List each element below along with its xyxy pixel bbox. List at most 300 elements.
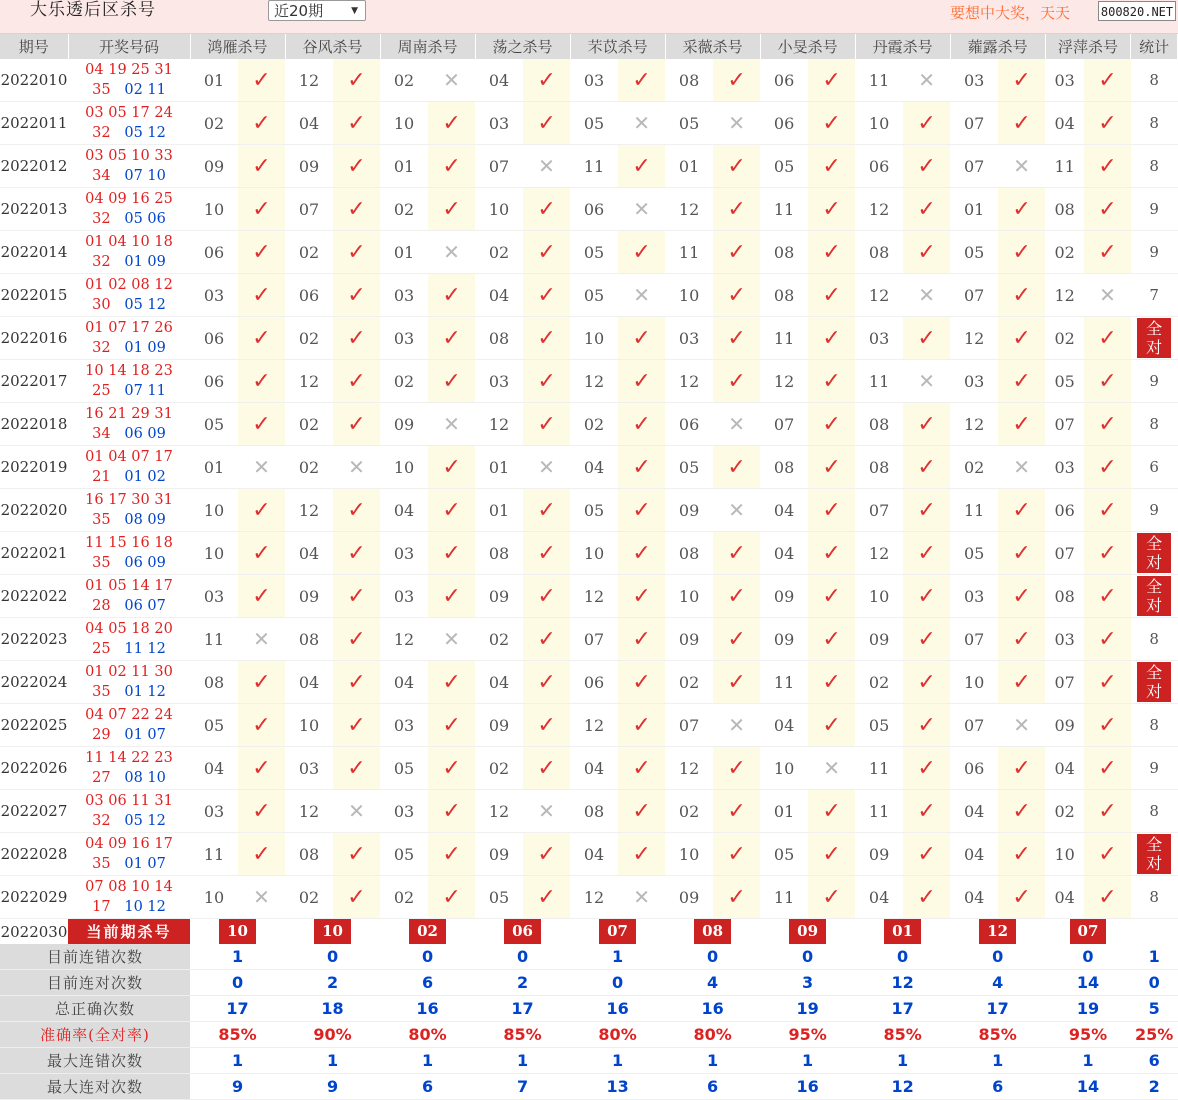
stats-value: 3	[760, 970, 855, 996]
all-correct-badge: 全 对	[1137, 533, 1171, 573]
kill-number-cell: 06	[570, 188, 618, 231]
kill-number-cell: 12	[855, 274, 903, 317]
check-icon: ✓	[1084, 145, 1131, 188]
cross-icon: ✕	[618, 102, 665, 145]
front-last-number: 34	[92, 426, 111, 442]
check-icon: ✓	[523, 231, 570, 274]
check-icon: ✓	[713, 231, 760, 274]
draw-numbers-cell	[68, 403, 190, 446]
table-row	[0, 145, 1178, 188]
check-icon: ✓	[808, 704, 855, 747]
stats-value: 16	[760, 1074, 855, 1100]
period-cell: 2022015	[0, 274, 68, 317]
draw-numbers-cell	[68, 317, 190, 360]
check-icon: ✓	[428, 188, 475, 231]
kill-number-cell: 08	[475, 317, 523, 360]
back-numbers: 05 06	[124, 211, 166, 227]
stats-value: 0	[285, 944, 380, 970]
kill-number-cell: 11	[760, 317, 808, 360]
prediction-cell	[475, 919, 570, 945]
prediction-badge: 12	[979, 919, 1016, 944]
back-numbers-line	[68, 768, 190, 788]
kill-number-cell: 02	[950, 446, 998, 489]
front-numbers: 01 02 11 30	[85, 664, 173, 680]
check-icon: ✓	[428, 833, 475, 876]
prediction-badge: 07	[599, 919, 636, 944]
front-last-number: 34	[92, 168, 111, 184]
check-icon: ✓	[1084, 59, 1131, 102]
kill-number-cell: 10	[475, 188, 523, 231]
kill-number-cell: 03	[950, 59, 998, 102]
count-cell: 9	[1131, 231, 1178, 274]
table-row	[0, 833, 1178, 876]
kill-number-cell: 09	[475, 833, 523, 876]
check-icon: ✓	[618, 661, 665, 704]
promo-slogan[interactable]: 要想中大奖，天天	[950, 4, 1071, 22]
kill-number-cell: 07	[950, 618, 998, 661]
table-header-row	[0, 34, 1178, 59]
kill-number-cell: 07	[855, 489, 903, 532]
check-icon: ✓	[808, 59, 855, 102]
front-last-number: 32	[92, 211, 111, 227]
column-header: 浮萍杀号	[1045, 34, 1131, 59]
kill-number-cell: 08	[285, 833, 333, 876]
column-header: 丹霞杀号	[855, 34, 950, 59]
check-icon: ✓	[808, 575, 855, 618]
stats-value: 14	[1045, 1074, 1131, 1100]
kill-number-cell: 05	[190, 403, 238, 446]
kill-number-cell: 04	[760, 489, 808, 532]
cross-icon: ✕	[808, 747, 855, 790]
kill-number-cell: 02	[285, 876, 333, 919]
check-icon: ✓	[1084, 618, 1131, 661]
prediction-badge: 10	[314, 919, 351, 944]
kill-number-cell: 03	[1045, 618, 1084, 661]
check-icon: ✓	[1084, 532, 1131, 575]
kill-number-cell: 02	[285, 403, 333, 446]
check-icon: ✓	[998, 747, 1045, 790]
kill-number-cell: 08	[665, 59, 713, 102]
check-icon: ✓	[1084, 188, 1131, 231]
kill-number-cell: 01	[190, 59, 238, 102]
kill-number-cell: 12	[1045, 274, 1084, 317]
draw-numbers-cell	[68, 188, 190, 231]
check-icon: ✓	[713, 145, 760, 188]
table-row	[0, 575, 1178, 618]
kill-number-cell: 11	[950, 489, 998, 532]
check-icon: ✓	[808, 403, 855, 446]
kill-number-cell: 08	[190, 661, 238, 704]
check-icon: ✓	[238, 575, 285, 618]
check-icon: ✓	[523, 532, 570, 575]
check-icon: ✓	[808, 274, 855, 317]
period-cell: 2022024	[0, 661, 68, 704]
back-numbers: 01 07	[124, 727, 166, 743]
kill-number-cell: 04	[380, 489, 428, 532]
check-icon: ✓	[523, 317, 570, 360]
front-numbers: 04 09 16 17	[85, 836, 173, 852]
check-icon: ✓	[903, 446, 950, 489]
stats-value: 2	[475, 970, 570, 996]
back-numbers: 05 12	[124, 297, 166, 313]
kill-number-cell: 02	[1045, 790, 1084, 833]
front-last-number: 17	[92, 899, 111, 915]
front-last-number: 29	[92, 727, 111, 743]
cross-icon: ✕	[618, 876, 665, 919]
stats-value: 80%	[665, 1022, 760, 1048]
front-numbers: 03 05 10 33	[85, 148, 173, 164]
check-icon: ✓	[808, 102, 855, 145]
stats-row	[0, 996, 1178, 1022]
kill-number-cell: 04	[475, 59, 523, 102]
check-icon: ✓	[713, 661, 760, 704]
cross-icon: ✕	[238, 876, 285, 919]
table-row	[0, 446, 1178, 489]
check-icon: ✓	[998, 661, 1045, 704]
kill-number-cell: 04	[285, 661, 333, 704]
stats-label: 最大连对次数	[0, 1074, 190, 1100]
stats-value: 6	[380, 1074, 475, 1100]
stats-value: 85%	[950, 1022, 1045, 1048]
stats-value: 1	[950, 1048, 1045, 1074]
check-icon: ✓	[713, 876, 760, 919]
check-icon: ✓	[333, 188, 380, 231]
kill-number-cell: 11	[1045, 145, 1084, 188]
check-icon: ✓	[618, 231, 665, 274]
kill-number-cell: 04	[285, 102, 333, 145]
kill-number-cell: 12	[665, 360, 713, 403]
check-icon: ✓	[808, 188, 855, 231]
kill-number-cell: 04	[855, 876, 903, 919]
stats-value: 95%	[760, 1022, 855, 1048]
all-correct-badge: 全 对	[1137, 834, 1171, 874]
back-numbers-line	[68, 381, 190, 401]
kill-number-cell: 10	[190, 532, 238, 575]
period-cell: 2022013	[0, 188, 68, 231]
check-icon: ✓	[333, 102, 380, 145]
check-icon: ✓	[808, 833, 855, 876]
kill-number-cell: 05	[570, 489, 618, 532]
kill-number-cell: 07	[1045, 532, 1084, 575]
kill-number-cell: 12	[285, 59, 333, 102]
kill-number-cell: 02	[570, 403, 618, 446]
stats-label: 最大连错次数	[0, 1048, 190, 1074]
check-icon: ✓	[618, 575, 665, 618]
back-numbers: 01 09	[124, 340, 166, 356]
prediction-cell	[570, 919, 665, 945]
kill-number-cell: 03	[665, 317, 713, 360]
kill-number-cell: 12	[380, 618, 428, 661]
cross-icon: ✕	[998, 704, 1045, 747]
check-icon: ✓	[903, 747, 950, 790]
cross-icon: ✕	[333, 446, 380, 489]
front-numbers: 07 08 10 14	[85, 879, 173, 895]
check-icon: ✓	[333, 274, 380, 317]
front-numbers: 04 19 25 31	[85, 62, 173, 78]
check-icon: ✓	[713, 317, 760, 360]
check-icon: ✓	[523, 618, 570, 661]
cross-icon: ✕	[903, 59, 950, 102]
kill-number-cell: 03	[190, 274, 238, 317]
check-icon: ✓	[808, 790, 855, 833]
count-cell	[1131, 317, 1178, 360]
table-row	[0, 747, 1178, 790]
check-icon: ✓	[238, 59, 285, 102]
kill-number-cell: 09	[380, 403, 428, 446]
kill-number-cell: 03	[380, 532, 428, 575]
check-icon: ✓	[808, 446, 855, 489]
back-numbers: 07 10	[124, 168, 166, 184]
stats-value: 1	[570, 944, 665, 970]
front-numbers: 16 17 30 31	[85, 492, 173, 508]
prediction-cell	[1045, 919, 1131, 945]
kill-number-cell: 03	[1045, 59, 1084, 102]
back-numbers: 06 09	[124, 426, 166, 442]
stats-value: 4	[665, 970, 760, 996]
count-cell: 9	[1131, 188, 1178, 231]
stats-value: 4	[950, 970, 1045, 996]
kill-number-cell: 07	[760, 403, 808, 446]
stats-value: 9	[285, 1074, 380, 1100]
kill-number-cell: 09	[855, 833, 903, 876]
check-icon: ✓	[238, 489, 285, 532]
count-cell	[1131, 661, 1178, 704]
kill-number-cell: 04	[380, 661, 428, 704]
kill-number-cell: 06	[1045, 489, 1084, 532]
all-correct-badge: 全 对	[1137, 662, 1171, 702]
check-icon: ✓	[523, 59, 570, 102]
stats-value: 25%	[1131, 1022, 1178, 1048]
stats-value: 1	[1045, 1048, 1131, 1074]
check-icon: ✓	[713, 833, 760, 876]
kill-number-cell: 02	[285, 317, 333, 360]
table-row	[0, 661, 1178, 704]
front-numbers: 11 14 22 23	[85, 750, 173, 766]
stats-label: 总正确次数	[0, 996, 190, 1022]
site-badge[interactable]: 800820.NET	[1098, 1, 1176, 21]
check-icon: ✓	[238, 790, 285, 833]
back-numbers-line	[68, 897, 190, 917]
kill-number-cell: 11	[855, 59, 903, 102]
check-icon: ✓	[333, 575, 380, 618]
kill-number-cell: 04	[760, 532, 808, 575]
kill-number-cell: 04	[950, 833, 998, 876]
stats-value: 2	[1131, 1074, 1178, 1100]
front-numbers: 01 04 10 18	[85, 234, 173, 250]
check-icon: ✓	[238, 403, 285, 446]
kill-number-cell: 03	[380, 790, 428, 833]
prediction-badge: 06	[504, 919, 541, 944]
check-icon: ✓	[1084, 876, 1131, 919]
check-icon: ✓	[713, 790, 760, 833]
kill-number-cell: 05	[380, 747, 428, 790]
kill-number-cell: 07	[1045, 403, 1084, 446]
count-cell	[1131, 532, 1178, 575]
column-header: 谷风杀号	[285, 34, 380, 59]
draw-numbers-cell	[68, 446, 190, 489]
check-icon: ✓	[1084, 833, 1131, 876]
kill-number-cell: 07	[1045, 661, 1084, 704]
kill-number-cell: 01	[190, 446, 238, 489]
count-cell: 8	[1131, 102, 1178, 145]
back-numbers: 08 10	[124, 770, 166, 786]
stats-value: 12	[855, 1074, 950, 1100]
check-icon: ✓	[713, 532, 760, 575]
check-icon: ✓	[713, 618, 760, 661]
prediction-cell	[190, 919, 285, 945]
kill-number-cell: 02	[380, 188, 428, 231]
column-header: 统计	[1131, 34, 1178, 59]
check-icon: ✓	[713, 360, 760, 403]
front-last-number: 32	[92, 254, 111, 270]
kill-number-cell: 04	[950, 876, 998, 919]
check-icon: ✓	[1084, 704, 1131, 747]
stats-value: 17	[855, 996, 950, 1022]
kill-number-cell: 05	[475, 876, 523, 919]
stats-value: 1	[475, 1048, 570, 1074]
check-icon: ✓	[238, 317, 285, 360]
kill-number-cell: 10	[190, 489, 238, 532]
table-row	[0, 188, 1178, 231]
stats-value: 0	[950, 944, 1045, 970]
period-cell: 2022017	[0, 360, 68, 403]
period-cell: 2022012	[0, 145, 68, 188]
check-icon: ✓	[618, 747, 665, 790]
kill-number-cell: 06	[760, 59, 808, 102]
front-last-number: 32	[92, 813, 111, 829]
front-numbers: 04 05 18 20	[85, 621, 173, 637]
stats-value: 1	[570, 1048, 665, 1074]
kill-number-cell: 09	[475, 704, 523, 747]
period-cell: 2022028	[0, 833, 68, 876]
check-icon: ✓	[238, 188, 285, 231]
stats-value: 7	[475, 1074, 570, 1100]
check-icon: ✓	[903, 876, 950, 919]
kill-number-cell: 04	[570, 833, 618, 876]
kill-number-cell: 05	[570, 274, 618, 317]
stats-value: 12	[855, 970, 950, 996]
kill-number-cell: 01	[380, 145, 428, 188]
check-icon: ✓	[998, 317, 1045, 360]
check-icon: ✓	[808, 532, 855, 575]
kill-number-cell: 05	[855, 704, 903, 747]
kill-number-cell: 03	[1045, 446, 1084, 489]
cross-icon: ✕	[523, 145, 570, 188]
check-icon: ✓	[333, 59, 380, 102]
draw-numbers-cell	[68, 790, 190, 833]
stats-row	[0, 970, 1178, 996]
kill-number-cell: 11	[760, 661, 808, 704]
check-icon: ✓	[1084, 360, 1131, 403]
check-icon: ✓	[618, 704, 665, 747]
back-numbers: 06 07	[124, 598, 166, 614]
kill-number-cell: 10	[855, 575, 903, 618]
back-numbers-line	[68, 811, 190, 831]
column-header: 采薇杀号	[665, 34, 760, 59]
kill-number-cell: 11	[190, 833, 238, 876]
front-numbers: 01 04 07 17	[85, 449, 173, 465]
check-icon: ✓	[808, 876, 855, 919]
period-range-select[interactable]	[268, 0, 366, 21]
kill-number-cell: 02	[380, 876, 428, 919]
check-icon: ✓	[523, 747, 570, 790]
stats-value: 6	[950, 1074, 1045, 1100]
front-last-number: 32	[92, 125, 111, 141]
stats-value: 0	[380, 944, 475, 970]
front-last-number: 35	[92, 555, 111, 571]
check-icon: ✓	[238, 704, 285, 747]
back-numbers: 01 12	[124, 684, 166, 700]
check-icon: ✓	[618, 618, 665, 661]
kill-number-cell: 08	[760, 446, 808, 489]
check-icon: ✓	[618, 59, 665, 102]
check-icon: ✓	[903, 833, 950, 876]
kill-number-cell: 03	[570, 59, 618, 102]
kill-number-cell: 06	[190, 360, 238, 403]
check-icon: ✓	[333, 618, 380, 661]
kill-number-cell: 04	[1045, 102, 1084, 145]
back-numbers-line	[68, 682, 190, 702]
period-cell: 2022022	[0, 575, 68, 618]
kill-number-cell: 05	[190, 704, 238, 747]
stats-value: 1	[190, 1048, 285, 1074]
stats-value: 80%	[570, 1022, 665, 1048]
count-cell	[1131, 833, 1178, 876]
stats-value: 1	[285, 1048, 380, 1074]
kill-number-cell: 08	[855, 403, 903, 446]
table-row	[0, 403, 1178, 446]
check-icon: ✓	[713, 188, 760, 231]
check-icon: ✓	[998, 833, 1045, 876]
stats-value: 0	[665, 944, 760, 970]
check-icon: ✓	[903, 102, 950, 145]
check-icon: ✓	[903, 790, 950, 833]
stats-value: 1	[1131, 944, 1178, 970]
check-icon: ✓	[618, 790, 665, 833]
back-numbers: 05 12	[124, 813, 166, 829]
check-icon: ✓	[333, 231, 380, 274]
period-range-value: 近20期	[274, 2, 324, 20]
kill-number-cell: 11	[855, 747, 903, 790]
stats-value: 17	[475, 996, 570, 1022]
back-numbers-line	[68, 424, 190, 444]
count-cell: 8	[1131, 145, 1178, 188]
kill-number-cell: 12	[950, 403, 998, 446]
back-numbers-line	[68, 510, 190, 530]
kill-number-cell: 09	[475, 575, 523, 618]
check-icon: ✓	[333, 145, 380, 188]
front-last-number: 25	[92, 641, 111, 657]
check-icon: ✓	[998, 188, 1045, 231]
prediction-badge: 09	[789, 919, 826, 944]
cross-icon: ✕	[618, 274, 665, 317]
column-header: 期号	[0, 34, 68, 59]
draw-numbers-cell	[68, 145, 190, 188]
kill-number-cell: 12	[950, 317, 998, 360]
cross-icon: ✕	[333, 790, 380, 833]
check-icon: ✓	[998, 532, 1045, 575]
check-icon: ✓	[523, 403, 570, 446]
kill-number-cell: 04	[475, 274, 523, 317]
kill-number-cell: 12	[285, 489, 333, 532]
kill-number-cell: 06	[760, 102, 808, 145]
period-cell: 2022029	[0, 876, 68, 919]
check-icon: ✓	[523, 102, 570, 145]
check-icon: ✓	[238, 145, 285, 188]
kill-number-cell: 02	[285, 446, 333, 489]
check-icon: ✓	[998, 876, 1045, 919]
front-last-number: 27	[92, 770, 111, 786]
